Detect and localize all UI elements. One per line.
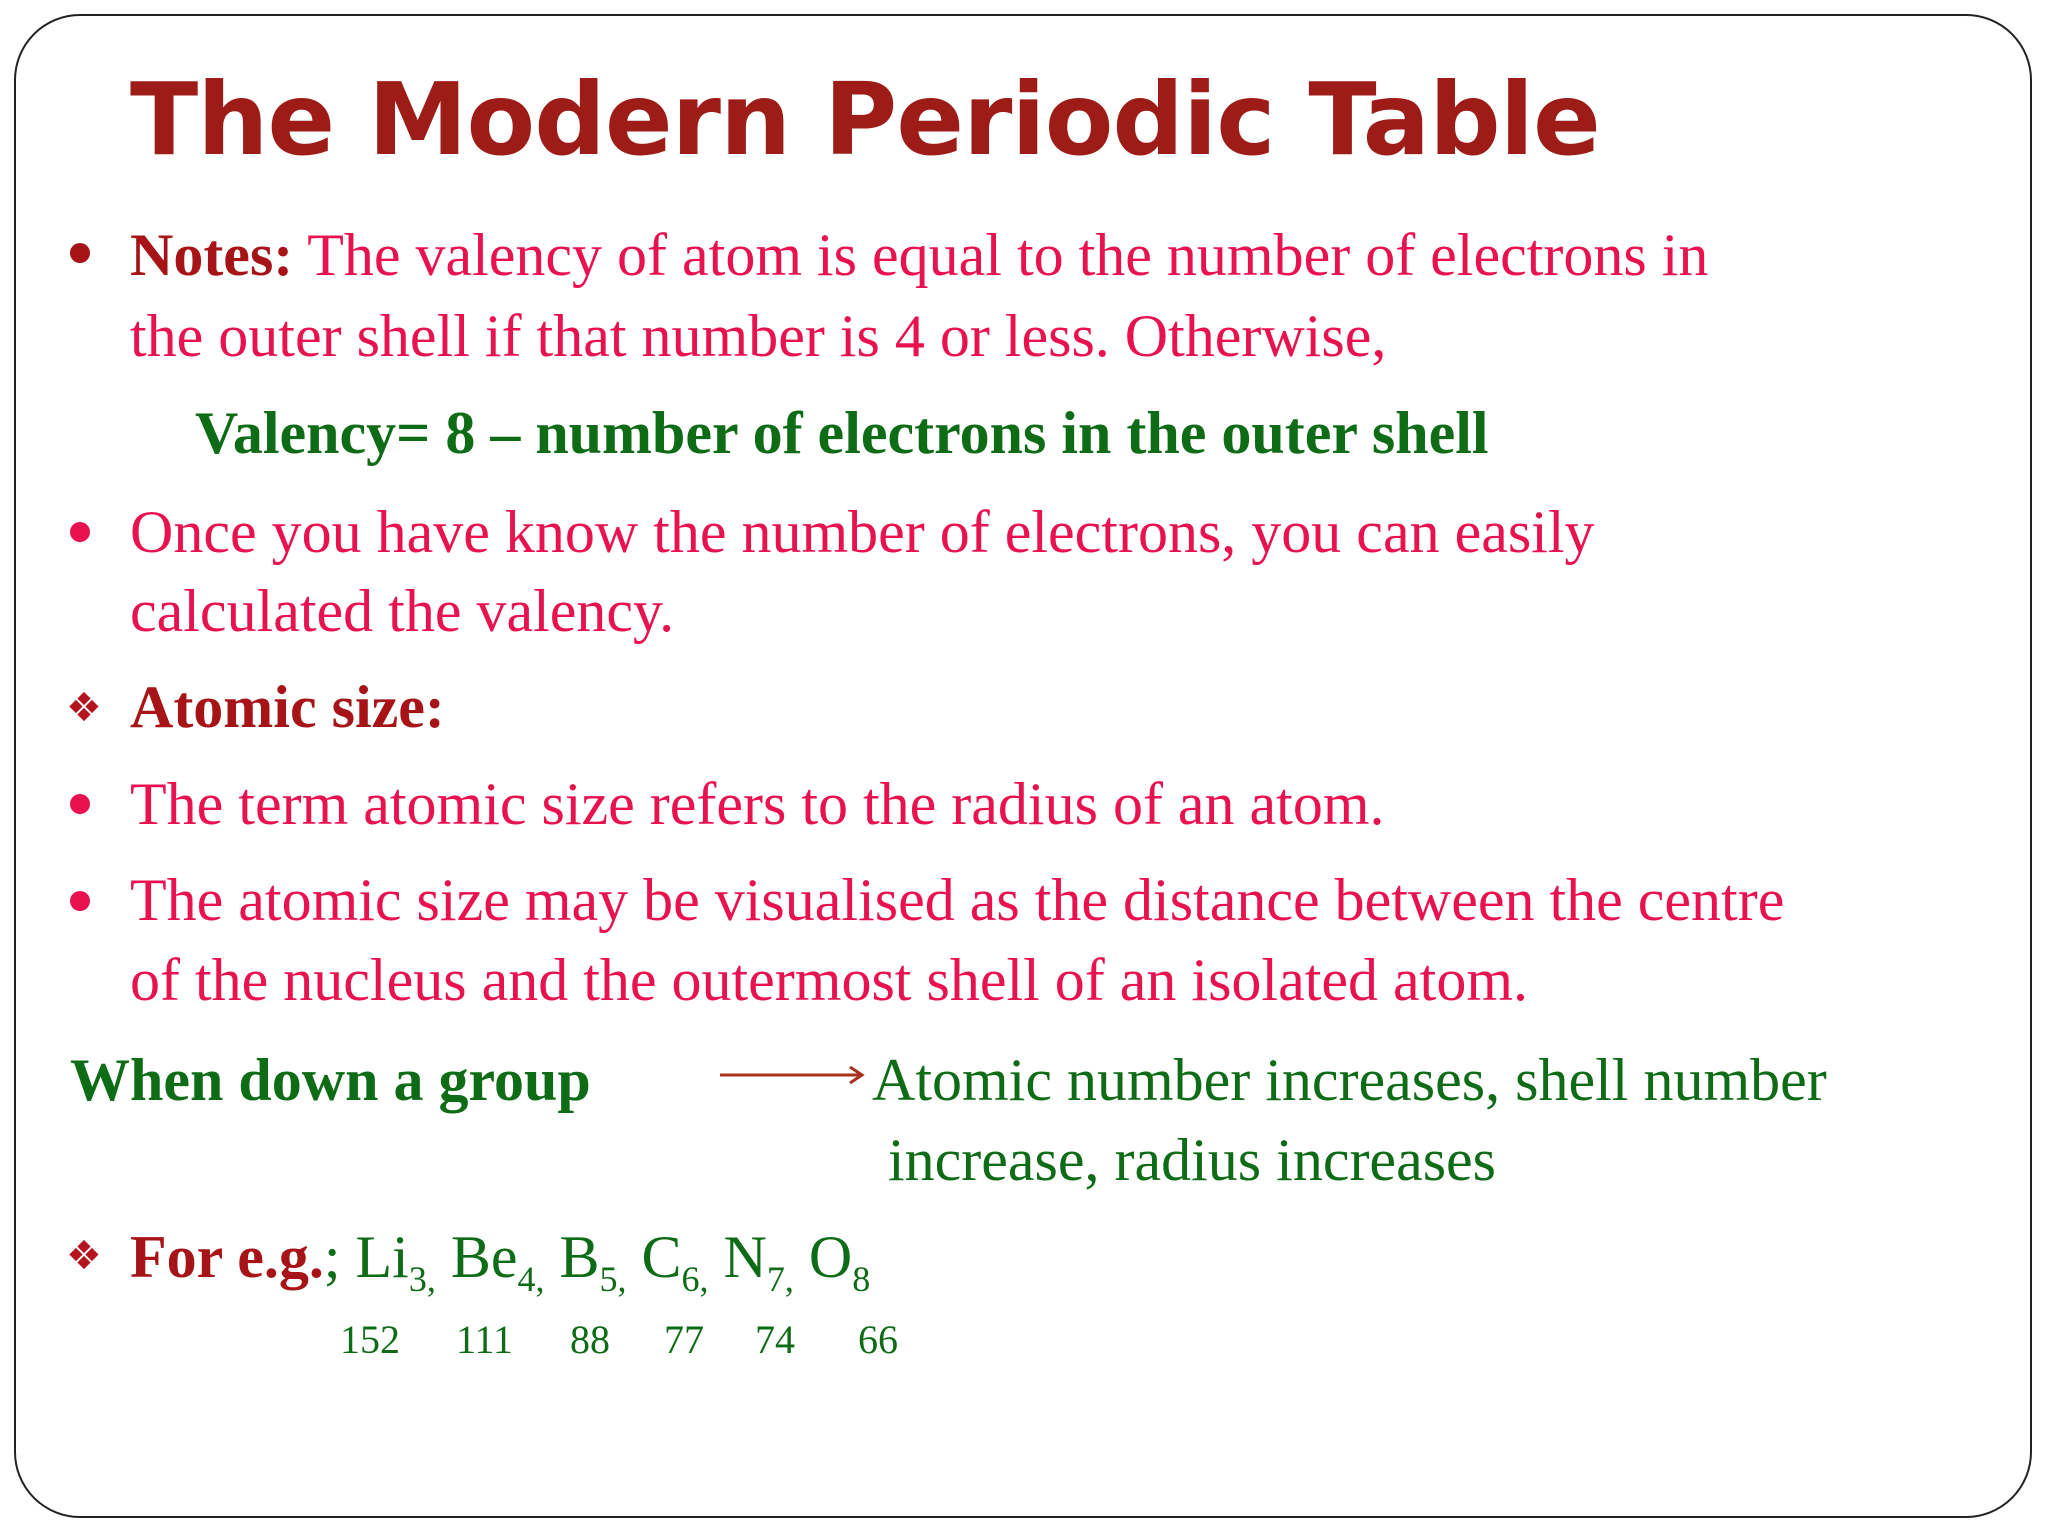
radius-value-li: 152 [340,1317,400,1362]
once-line-2: calculated the valency. [130,578,675,644]
diamond-bullet-icon: ❖ [66,1233,102,1279]
radius-value-c: 77 [664,1317,704,1362]
bullet-dot-icon [70,243,90,263]
bullet-dot-icon [70,522,90,542]
right-arrow-icon [720,1060,866,1090]
radius-value-be: 111 [456,1317,514,1362]
visual-line-2: of the nucleus and the outermost shell of an isolated atom. [130,947,1528,1013]
element-li: $Li_{3,}$ [355,1224,436,1299]
once-line-1: Once you have know the number of electrons, you can easily [130,499,1595,565]
notes-text-1: The valency of atom is equal to the number of electrons in [293,222,1709,288]
slide-title: The Modern Periodic Table [130,61,1600,178]
element-o: $O_8$ [808,1224,871,1299]
radius-value-o: 66 [858,1317,898,1362]
radius-value-n: 74 [755,1317,795,1362]
element-b: $B_{5,}$ [559,1224,627,1299]
notes-line-2: the outer shell if that number is 4 or less. Otherwise, [130,303,1387,369]
group-trend-line-2: increase, radius increases [888,1127,1497,1193]
notes-line-1 [130,215,1708,295]
valency-formula: Valency= 8 – number of electrons in the outer shell [195,400,1489,466]
bullet-dot-icon [70,794,90,814]
diamond-bullet-icon: ❖ [66,685,102,731]
example-label: For e.g. [130,1224,324,1290]
notes-label: Notes: [130,222,294,288]
atomic-size-heading: Atomic size: [130,674,445,740]
example-line [130,1217,870,1319]
element-c: $C_{6,}$ [641,1224,709,1299]
group-trend-label: When down a group [70,1047,591,1113]
visual-line-1: The atomic size may be visualised as the distance between the centre [130,867,1785,933]
example-separator: ; [323,1224,356,1290]
radius-value-b: 88 [570,1317,610,1362]
bullet-dot-icon [70,891,90,911]
element-n: $N_{7,}$ [723,1224,794,1299]
term-bullet-text: The term atomic size refers to the radius of an atom. [130,771,1385,837]
element-be: $Be_{4,}$ [450,1224,545,1299]
group-trend-line-1: Atomic number increases, shell number [872,1047,1827,1113]
